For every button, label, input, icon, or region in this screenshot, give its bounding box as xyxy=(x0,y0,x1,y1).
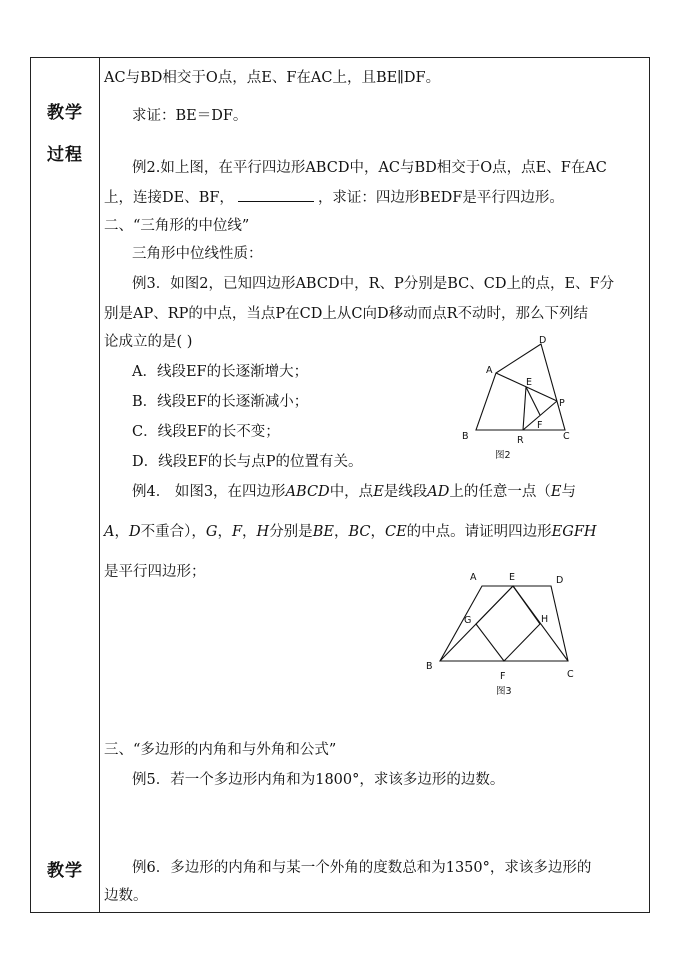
ex4-sep4: ， xyxy=(370,524,385,540)
ex4-sep2: ， xyxy=(242,524,257,540)
fig2-label-a: A xyxy=(486,365,493,376)
side-label-middle: 过程 xyxy=(47,145,83,165)
ex4-e: E xyxy=(373,484,384,500)
option-d: D．线段EF的长与点P的位置有关。 xyxy=(132,454,363,470)
ex4-text-b: 中，点 xyxy=(329,484,374,500)
ex4-a: A xyxy=(104,524,115,540)
ex4-text-f: 与 xyxy=(561,484,576,500)
fig3-label-g: G xyxy=(464,615,472,626)
ex4-sep1: ， xyxy=(217,524,232,540)
fig3-label-d: D xyxy=(556,575,564,586)
fig3-label-e: E xyxy=(509,572,516,583)
example-3-line-3: 论成立的是( ) xyxy=(104,334,193,350)
fig3-label-b: B xyxy=(426,661,433,672)
fig2-segment-er xyxy=(523,387,526,430)
example-2-line-1: 例2.如上图，在平行四边形ABCD中，AC与BD相交于O点，点E、F在AC xyxy=(132,160,607,176)
fig3-caption: 图3 xyxy=(496,686,512,697)
fill-in-blank[interactable] xyxy=(238,187,314,202)
ex4-text-c: 是线段 xyxy=(383,484,428,500)
example-2-text-b: ，求证：四边形BEDF是平行四边形。 xyxy=(317,190,564,206)
example-6-line-1: 例6．多边形的内角和与某一个外角的度数总和为1350°，求该多边形的 xyxy=(132,860,592,876)
section-2-heading: 二、“三角形的中位线” xyxy=(104,218,250,234)
fig3-label-h: H xyxy=(541,614,549,625)
fig2-label-b: B xyxy=(462,431,469,442)
example-5: 例5．若一个多边形内角和为1800°，求该多边形的边数。 xyxy=(132,772,505,788)
example-4-line-2 xyxy=(104,520,597,541)
column-divider xyxy=(99,58,100,912)
example-3-line-1: 例3．如图2，已知四边形ABCD中，R、P分别是BC、CD上的点，E、F分 xyxy=(132,276,615,292)
ex4-egfh: EGFH xyxy=(551,524,597,540)
ex4-sep3: ， xyxy=(333,524,349,540)
ex4-ce: CE xyxy=(384,524,407,540)
ex4-text-d: 上的任意一点（ xyxy=(449,484,551,500)
text-line-1: AC与BD相交于O点，点E、F在AC上，且BE∥DF。 xyxy=(104,70,441,86)
fig3-label-c: C xyxy=(567,669,574,680)
fig3-label-a: A xyxy=(470,572,477,583)
ex4-text-nc: 不重合）， xyxy=(140,524,206,540)
midline-property: 三角形中位线性质： xyxy=(132,246,263,262)
ex4-e2: E xyxy=(550,484,562,500)
fig3-quad-egfh xyxy=(476,586,540,661)
figure-3-diagram xyxy=(420,568,590,703)
example-3-line-2: 别是AP、RP的中点，当点P在CD上从C向D移动而点R不动时，那么下列结 xyxy=(104,306,589,322)
option-b: B．线段EF的长逐渐减小； xyxy=(132,394,309,410)
ex4-d: D xyxy=(128,524,141,540)
fig3-trapezoid xyxy=(440,586,568,661)
fig2-segment-ef xyxy=(526,387,540,415)
ex4-comma: ， xyxy=(114,524,129,540)
ex4-ad: AD xyxy=(427,484,450,500)
ex4-g: G xyxy=(205,524,218,540)
fig2-label-p: P xyxy=(559,398,565,409)
ex4-text-resp: 分别是 xyxy=(269,524,313,540)
fig3-label-f: F xyxy=(500,671,506,682)
side-label-top: 教学 xyxy=(47,103,83,123)
fig2-label-f: F xyxy=(537,420,543,431)
fig2-label-e: E xyxy=(526,377,533,388)
ex4-h: H xyxy=(256,524,270,540)
example-4-line-1 xyxy=(132,480,576,501)
ex4-text-a: 例4． 如图3，在四边形 xyxy=(132,484,286,500)
ex4-text-prove: 的中点。请证明四边形 xyxy=(406,524,552,540)
fig2-caption: 图2 xyxy=(495,450,511,461)
ex4-be: BE xyxy=(312,524,334,540)
fig2-label-c: C xyxy=(563,431,570,442)
section-3-heading: 三、“多边形的内角和与外角和公式” xyxy=(104,742,337,758)
example-4-line-3: 是平行四边形； xyxy=(104,564,206,580)
fig2-label-d: D xyxy=(539,335,547,346)
fig2-quadrilateral xyxy=(476,344,565,430)
text-line-2: 求证：BE＝DF。 xyxy=(132,108,248,124)
option-c: C．线段EF的长不变； xyxy=(132,424,280,440)
option-a: A．线段EF的长逐渐增大； xyxy=(132,364,309,380)
ex4-bc: BC xyxy=(348,524,371,540)
example-2-text-a: 上，连接DE、BF， xyxy=(104,190,234,206)
example-6-line-2: 边数。 xyxy=(104,888,148,904)
side-label-bottom: 教学 xyxy=(47,861,83,881)
fig2-label-r: R xyxy=(517,435,524,446)
ex4-abcd: ABCD xyxy=(285,484,330,500)
figure-2-diagram xyxy=(455,335,585,465)
example-2-line-2 xyxy=(104,186,564,207)
ex4-f: F xyxy=(231,524,243,540)
